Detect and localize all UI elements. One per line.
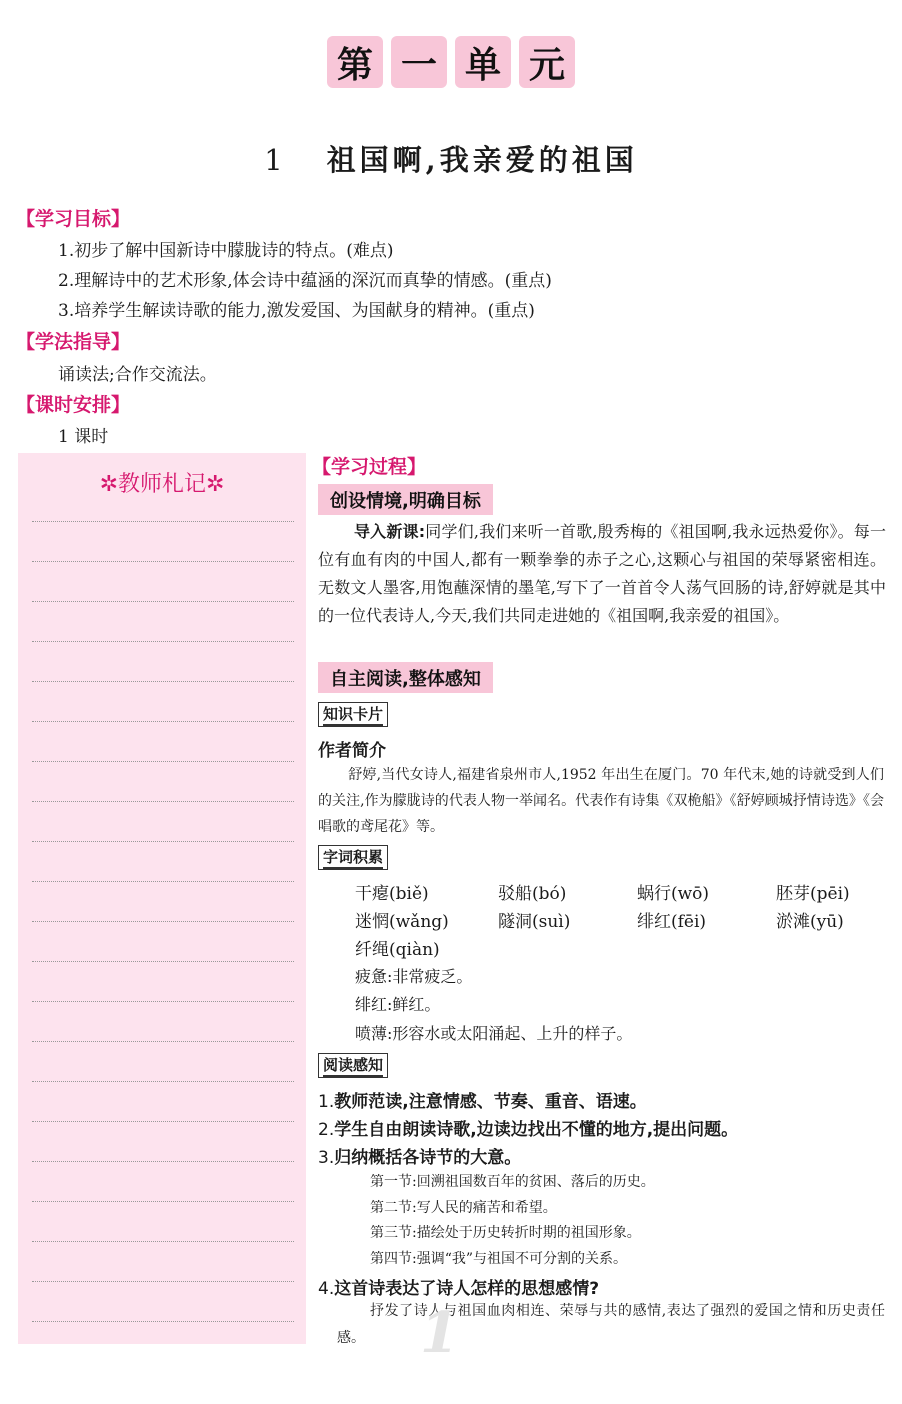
question-item: 3.归纳概括各诗节的大意。 bbox=[318, 1148, 522, 1168]
lesson-title-text: 祖国啊,我亲爱的祖国 bbox=[326, 143, 638, 177]
note-line bbox=[32, 681, 294, 682]
author-heading: 作者简介 bbox=[318, 741, 386, 761]
note-line bbox=[32, 1281, 294, 1282]
vocab-word: 驳船(bó) bbox=[498, 884, 567, 904]
unit-title bbox=[0, 36, 902, 88]
note-line bbox=[32, 561, 294, 562]
note-line bbox=[32, 1121, 294, 1122]
objective-item: 3.培养学生解读诗歌的能力,激发爱国、为国献身的精神。(重点) bbox=[58, 301, 535, 321]
vocab-word: 干瘪(biě) bbox=[355, 884, 429, 904]
vocab-definition: 疲惫:非常疲乏。 bbox=[355, 967, 473, 986]
schedule-label: 【课时安排】 bbox=[16, 394, 131, 416]
question-item: 1.教师范读,注意情感、节奏、重音、语速。 bbox=[318, 1092, 647, 1112]
step1-heading: 创设情境,明确目标 bbox=[318, 484, 493, 515]
stanza-summary: 第四节:强调“我”与祖国不可分割的关系。 bbox=[370, 1251, 628, 1267]
vocabulary-card-tag: 字词积累 bbox=[318, 845, 388, 870]
note-line bbox=[32, 1001, 294, 1002]
vocab-word: 蜗行(wō) bbox=[637, 884, 710, 904]
method-text: 诵读法;合作交流法。 bbox=[58, 365, 217, 385]
objectives-label: 【学习目标】 bbox=[16, 208, 131, 230]
method-label: 【学法指导】 bbox=[16, 331, 131, 353]
note-line bbox=[32, 641, 294, 642]
vocab-word: 迷惘(wǎng) bbox=[355, 912, 449, 932]
intro-lead: 导入新课: bbox=[354, 522, 426, 541]
unit-title-char: 元 bbox=[519, 36, 575, 88]
vocab-word: 淤滩(yū) bbox=[776, 912, 844, 932]
schedule-text: 1 课时 bbox=[58, 427, 109, 447]
process-label: 【学习过程】 bbox=[312, 456, 427, 478]
question-item: 4.这首诗表达了诗人怎样的思想感情? bbox=[318, 1279, 600, 1299]
note-line bbox=[32, 521, 294, 522]
note-line bbox=[32, 961, 294, 962]
note-line bbox=[32, 1081, 294, 1082]
vocab-definition: 绯红:鲜红。 bbox=[355, 995, 441, 1014]
answer-paragraph: 抒发了诗人与祖国血肉相连、荣辱与共的感情,表达了强烈的爱国之情和历史责任感。 bbox=[337, 1303, 885, 1346]
note-line bbox=[32, 801, 294, 802]
vocab-word: 纤绳(qiàn) bbox=[355, 940, 440, 960]
unit-title-char: 第 bbox=[327, 36, 383, 88]
note-line bbox=[32, 1201, 294, 1202]
question-item: 2.学生自由朗读诗歌,边读边找出不懂的地方,提出问题。 bbox=[318, 1120, 739, 1140]
teacher-notes-panel bbox=[18, 453, 306, 1344]
knowledge-card-tag: 知识卡片 bbox=[318, 702, 388, 727]
note-line bbox=[32, 1041, 294, 1042]
lesson-number: 1 bbox=[264, 143, 287, 177]
note-line bbox=[32, 601, 294, 602]
note-line bbox=[32, 881, 294, 882]
vocab-word: 绯红(fēi) bbox=[637, 912, 707, 932]
note-line bbox=[32, 921, 294, 922]
intro-text: 同学们,我们来听一首歌,殷秀梅的《祖国啊,我永远热爱你》。每一位有血有肉的中国人,都有一颗拳拳的赤子之心,这颗心与祖国的荣辱紧密相连。无数文人墨客,用饱蘸深情的墨笔,写下了一首首令人荡气回肠的诗,舒婷就是其中的一位代表诗人,今天,我们共同走进她的《祖国啊,我亲爱的祖国》。 bbox=[318, 522, 886, 625]
stanza-summary: 第一节:回溯祖国数百年的贫困、落后的历史。 bbox=[370, 1174, 655, 1190]
objective-item: 2.理解诗中的艺术形象,体会诗中蕴涵的深沉而真挚的情感。(重点) bbox=[58, 271, 552, 291]
author-paragraph bbox=[318, 762, 884, 840]
note-line bbox=[32, 1161, 294, 1162]
note-line bbox=[32, 1241, 294, 1242]
reading-card-tag: 阅读感知 bbox=[318, 1053, 388, 1078]
step2-heading: 自主阅读,整体感知 bbox=[318, 662, 493, 693]
lesson-title bbox=[0, 138, 902, 179]
stanza-summary: 第三节:描绘处于历史转折时期的祖国形象。 bbox=[370, 1225, 641, 1241]
vocab-word: 隧洞(suì) bbox=[498, 912, 571, 932]
unit-title-char: 单 bbox=[455, 36, 511, 88]
teacher-notes-title: ✲教师札记✲ bbox=[99, 472, 225, 497]
intro-paragraph bbox=[318, 518, 886, 630]
note-line bbox=[32, 1321, 294, 1322]
objective-item: 1.初步了解中国新诗中朦胧诗的特点。(难点) bbox=[58, 241, 394, 261]
vocab-word: 胚芽(pēi) bbox=[776, 884, 850, 904]
note-line bbox=[32, 841, 294, 842]
stanza-summary: 第二节:写人民的痛苦和希望。 bbox=[370, 1200, 557, 1216]
author-text: 舒婷,当代女诗人,福建省泉州市人,1952 年出生在厦门。70 年代末,她的诗就受到人们的关注,作为朦胧诗的代表人物一举闻名。代表作有诗集《双桅船》《舒婷顾城抒情诗选》《会唱歌的鸢尾花》等。 bbox=[318, 767, 884, 835]
note-line bbox=[32, 761, 294, 762]
vocab-definition: 喷薄:形容水或太阳涌起、上升的样子。 bbox=[355, 1024, 633, 1043]
page-number: 1 bbox=[420, 1300, 459, 1366]
note-line bbox=[32, 721, 294, 722]
unit-title-char: 一 bbox=[391, 36, 447, 88]
